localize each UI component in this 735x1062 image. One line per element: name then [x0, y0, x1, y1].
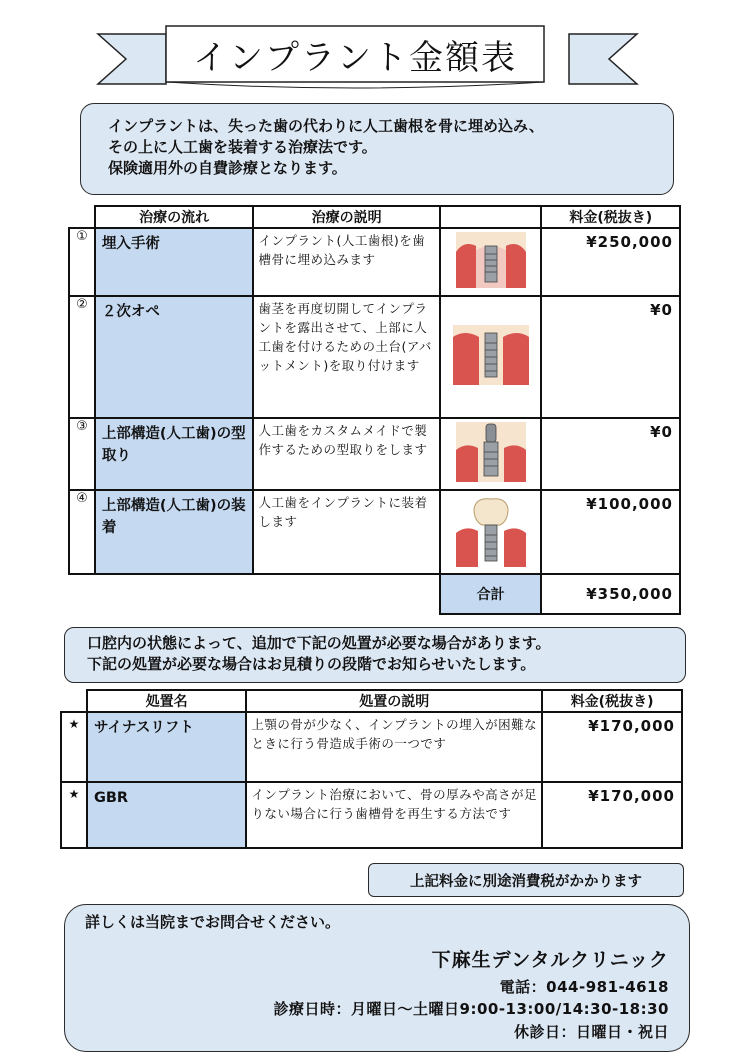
notice-line-2: 下記の処置が必要な場合はお見積りの段階でお知らせいたします。	[87, 655, 536, 673]
intro-box	[80, 103, 674, 195]
procedure-price: ¥170,000	[542, 782, 682, 848]
table-row	[69, 490, 680, 574]
procedure-description: インプラント治療において、骨の厚みや高さが足りない場合に行う歯槽骨を再生する方法です	[246, 782, 542, 848]
treatment-name: ２次オペ	[95, 296, 254, 418]
treatment-name: 埋入手術	[95, 228, 254, 296]
star-icon: ★	[61, 712, 87, 782]
row-number: ④	[69, 490, 95, 574]
procedure-price: ¥170,000	[542, 712, 682, 782]
procedure-name: サイナスリフト	[87, 712, 246, 782]
intro-line-3: 保険適用外の自費診療となります。	[108, 159, 347, 177]
procedure-description: 上顎の骨が少なく、インプラントの埋入が困難なときに行う骨造成手術の一つです	[246, 712, 542, 782]
total-row	[69, 574, 680, 614]
treatment-price: ¥0	[541, 296, 680, 418]
table-row	[69, 228, 680, 296]
notice-box	[64, 627, 686, 683]
header-description: 治療の説明	[253, 206, 439, 228]
total-price: ¥350,000	[541, 574, 680, 614]
treatment-table	[68, 205, 681, 615]
total-label: 合計	[440, 574, 542, 614]
clinic-phone: 電話：044-981-4618	[499, 978, 669, 996]
treatment-price: ¥250,000	[541, 228, 680, 296]
tax-note: 上記料金に別途消費税がかかります	[368, 863, 684, 897]
implant-crown-icon	[440, 490, 542, 574]
treatment-name: 上部構造(人工歯)の型取り	[95, 418, 254, 490]
clinic-closed-days: 休診日：日曜日・祝日	[513, 1023, 669, 1041]
header-procedure-description: 処置の説明	[246, 690, 542, 712]
table-row	[69, 296, 680, 418]
contact-footer	[64, 904, 690, 1052]
row-number: ③	[69, 418, 95, 490]
table-row	[69, 418, 680, 490]
header-price: 料金(税抜き)	[541, 206, 680, 228]
treatment-description: 人工歯をカスタムメイドで製作するための型取りをします	[253, 418, 439, 490]
notice-line-1: 口腔内の状態によって、追加で下記の処置が必要な場合があります。	[87, 634, 551, 652]
treatment-description: インプラント(人工歯根)を歯槽骨に埋め込みます	[253, 228, 439, 296]
contact-lead: 詳しくは当院までお問合せください。	[85, 913, 341, 931]
row-number: ①	[69, 228, 95, 296]
treatment-price: ¥100,000	[541, 490, 680, 574]
header-procedure: 処置名	[87, 690, 246, 712]
table-row	[61, 712, 682, 782]
header-procedure-price: 料金(税抜き)	[542, 690, 682, 712]
extra-procedures-table	[60, 689, 683, 849]
implant-abutment-icon	[440, 418, 542, 490]
header-image	[440, 206, 542, 228]
page-title: インプラント金額表	[193, 37, 517, 78]
treatment-name: 上部構造(人工歯)の装着	[95, 490, 254, 574]
intro-line-1: インプラントは、失った歯の代わりに人工歯根を骨に埋め込み、	[108, 117, 544, 135]
extra-header-row	[61, 690, 682, 712]
clinic-name: 下麻生デンタルクリニック	[431, 949, 669, 971]
treatment-price: ¥0	[541, 418, 680, 490]
clinic-hours: 診療日時：月曜日～土曜日9:00-13:00/14:30-18:30	[273, 1000, 669, 1018]
header-flow: 治療の流れ	[95, 206, 254, 228]
implant-in-gum-icon	[440, 228, 542, 296]
star-icon: ★	[61, 782, 87, 848]
table-row	[61, 782, 682, 848]
row-number: ②	[69, 296, 95, 418]
intro-line-2: その上に人工歯を装着する治療法です。	[108, 138, 377, 156]
treatment-description: 人工歯をインプラントに装着します	[253, 490, 439, 574]
procedure-name: GBR	[87, 782, 246, 848]
treatment-description: 歯茎を再度切開してインプラントを露出させて、上部に人工歯を付けるための土台(アバットメント)を取り付けます	[253, 296, 439, 418]
treatment-header-row	[69, 206, 680, 228]
implant-exposed-icon	[440, 296, 542, 418]
